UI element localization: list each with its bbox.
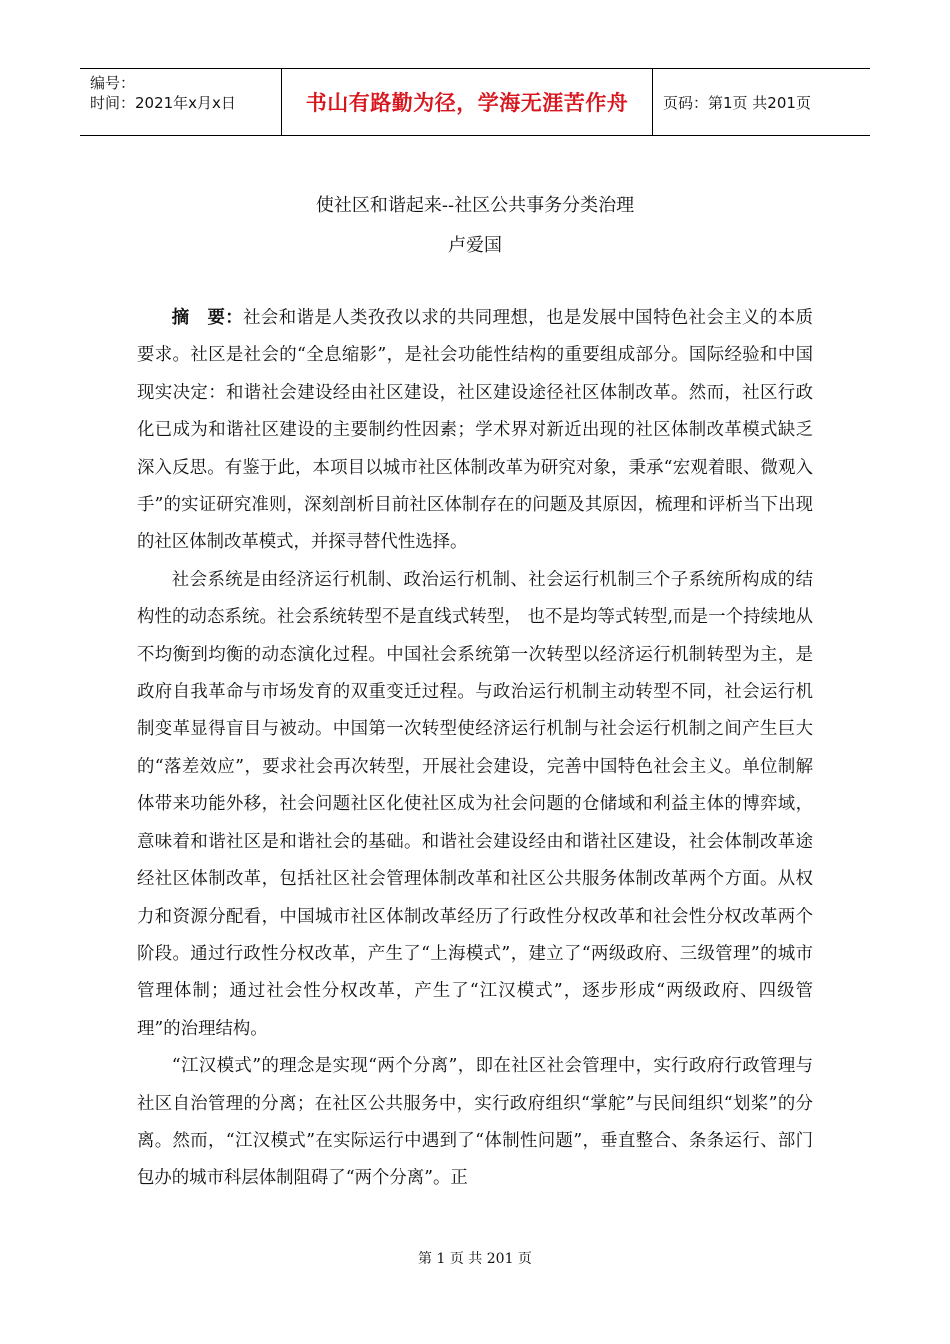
header-meta-cell [80,69,281,135]
body-paragraph-1: 社会系统是由经济运行机制、政治运行机制、社会运行机制三个子系统所构成的结构性的动态系统。社会系统转型不是直线式转型， 也不是均等式转型,而是一个持续地从不均衡到均衡的动态演化过程。中国社会系统第一次转型以经济运行机制转型为主，是政府自我革命与市场发育的双重变迁过程。与政治运行机制主动转型不同，社会运行机制变革显得盲目与被动。中国第一次转型使经济运行机制与社会运行机制之间产生巨大的“落差效应”，要求社会再次转型，开展社会建设，完善中国特色社会主义。单位制解体带来功能外移，社会问题社区化使社区成为社会问题的仓储域和利益主体的博弈域，意味着和谐社区是和谐社会的基础。和谐社会建设经由和谐社区建设，社会体制改革途经社区体制改革，包括社区社会管理体制改革和社区公共服务体制改革两个方面。从权力和资源分配看，中国城市社区体制改革经历了行政性分权改革和社会性分权改革两个阶段。通过行政性分权改革，产生了“上海模式”，建立了“两级政府、三级管理”的城市管理体制；通过社会性分权改革，产生了“江汉模式”，逐步形成“两级政府、四级管理”的治理结构。 [137,569,813,1039]
abstract-text: 社会和谐是人类孜孜以求的共同理想，也是发展中国特色社会主义的本质要求。社区是社会的“全息缩影”，是社会功能性结构的重要组成部分。国际经验和中国现实决定：和谐社会建设经由社区建设，社区建设途径社区体制改革。然而，社区行政化已成为和谐社区建设的主要制约性因素；学术界对新近出现的社区体制改革模式缺乏深入反思。有鉴于此，本项目以城市社区体制改革为研究对象，秉承“宏观着眼、微观入手”的实证研究准则，深刻剖析目前社区体制存在的问题及其原因，梳理和评析当下出现的社区体制改革模式，并探寻替代性选择。 [137,308,813,553]
header-motto-cell [281,69,653,135]
page-footer: 第 1 页 共 201 页 [418,1251,532,1267]
document-body [137,300,813,1198]
document-number-label: 编号： [90,74,136,92]
document-date: 时间：2021年x月x日 [90,94,236,112]
abstract-paragraph [137,300,813,562]
document-header-table [80,68,870,136]
body-paragraph-2: “江汉模式”的理念是实现“两个分离”，即在社区社会管理中，实行政府行政管理与社区自治管理的分离；在社区公共服务中，实行政府组织“掌舵”与民间组织“划桨”的分离。然而，“江汉模式”在实际运行中遇到了“体制性问题”，垂直整合、条条运行、部门包办的城市科层体制阻碍了“两个分离”。正 [137,1056,813,1189]
header-page-cell [653,69,870,135]
header-page-info: 页码：第1页 共201页 [663,93,811,112]
abstract-label: 摘 要： [171,308,244,328]
document-title: 使社区和谐起来--社区公共事务分类治理 [315,195,635,216]
header-motto: 书山有路勤为径，学海无涯苦作舟 [305,91,629,115]
document-author: 卢爱国 [448,235,502,256]
